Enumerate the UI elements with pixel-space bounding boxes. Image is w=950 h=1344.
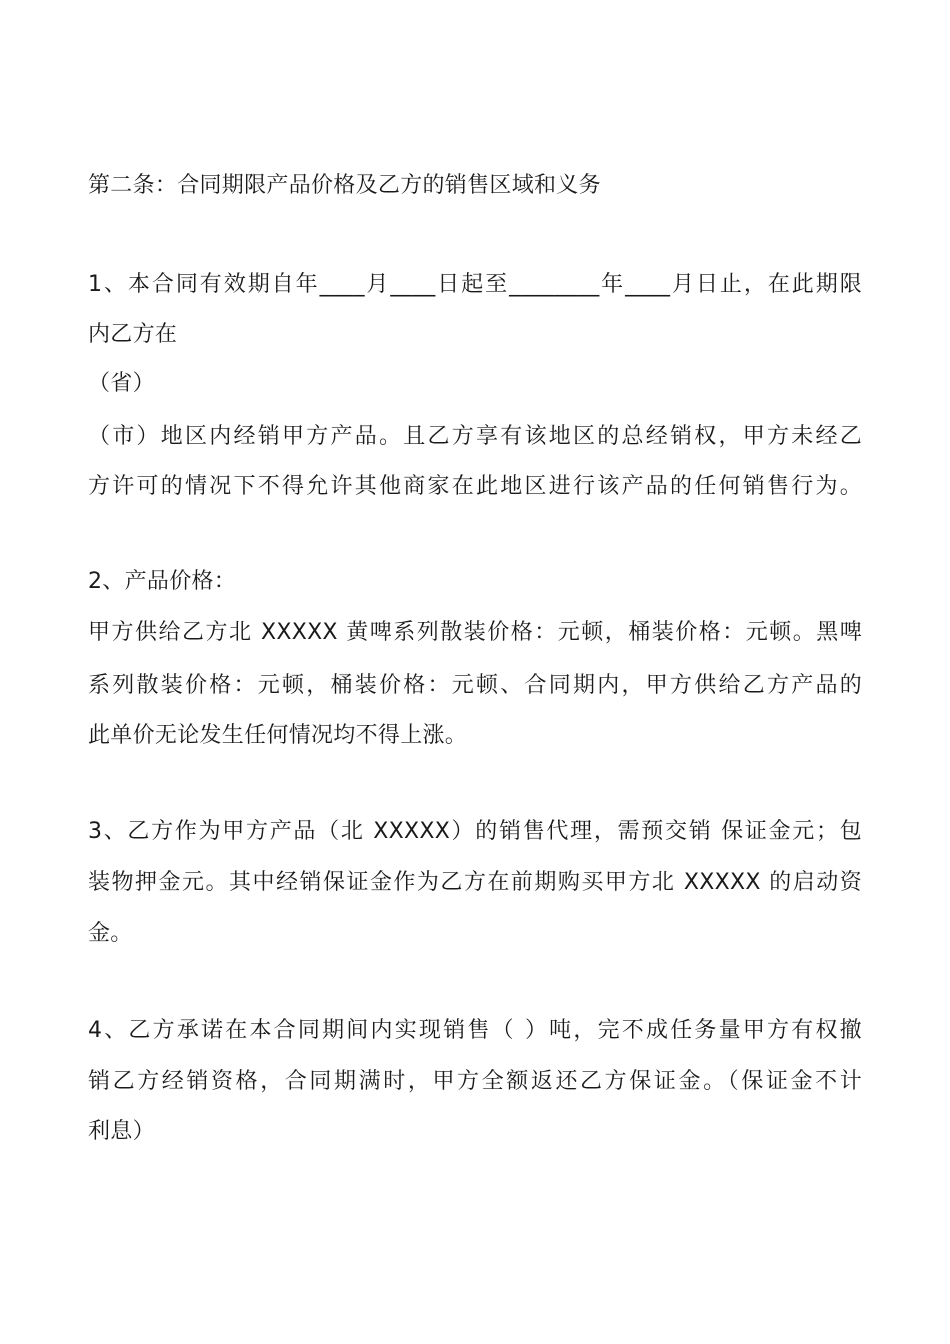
clause-1-line-4: （市）地区内经销甲方产品。且乙方享有该地区的总经销权，甲方未经乙 bbox=[88, 424, 862, 449]
clause-3-line-1: 3、乙方作为甲方产品（北 XXXXX）的销售代理，需预交销 保证金元；包 bbox=[88, 819, 862, 844]
clause-4-line-2: 销乙方经销资格，合同期满时，甲方全额返还乙方保证金。（保证金不计 bbox=[88, 1069, 862, 1094]
clause-1-line-2: 内乙方在 bbox=[88, 322, 178, 347]
clause-2-line-4: 此单价无论发生任何情况均不得上涨。 bbox=[88, 723, 468, 748]
clause-1-line-1: 1、本合同有效期自年____月____日起至________年____月日止，在此期限 bbox=[88, 272, 862, 297]
clause-1-line-5: 方许可的情况下不得允许其他商家在此地区进行该产品的任何销售行为。 bbox=[88, 474, 862, 499]
clause-4-line-3: 利息） bbox=[88, 1119, 155, 1144]
clause-1-line-3: （省） bbox=[88, 371, 155, 396]
clause-4-line-1: 4、乙方承诺在本合同期间内实现销售（ ）吨，完不成任务量甲方有权撤 bbox=[88, 1018, 862, 1043]
article-title: 第二条：合同期限产品价格及乙方的销售区域和义务 bbox=[88, 173, 601, 198]
clause-3-line-2: 装物押金元。其中经销保证金作为乙方在前期购买甲方北 XXXXX 的启动资 bbox=[88, 870, 862, 895]
clause-3-line-3: 金。 bbox=[88, 921, 133, 946]
clause-2-line-2: 甲方供给乙方北 XXXXX 黄啤系列散装价格：元顿，桶装价格：元顿。黑啤 bbox=[88, 620, 862, 645]
clause-2-line-1: 2、产品价格： bbox=[88, 569, 237, 594]
clause-2-line-3: 系列散装价格：元顿，桶装价格：元顿、合同期内，甲方供给乙方产品的 bbox=[88, 673, 862, 698]
